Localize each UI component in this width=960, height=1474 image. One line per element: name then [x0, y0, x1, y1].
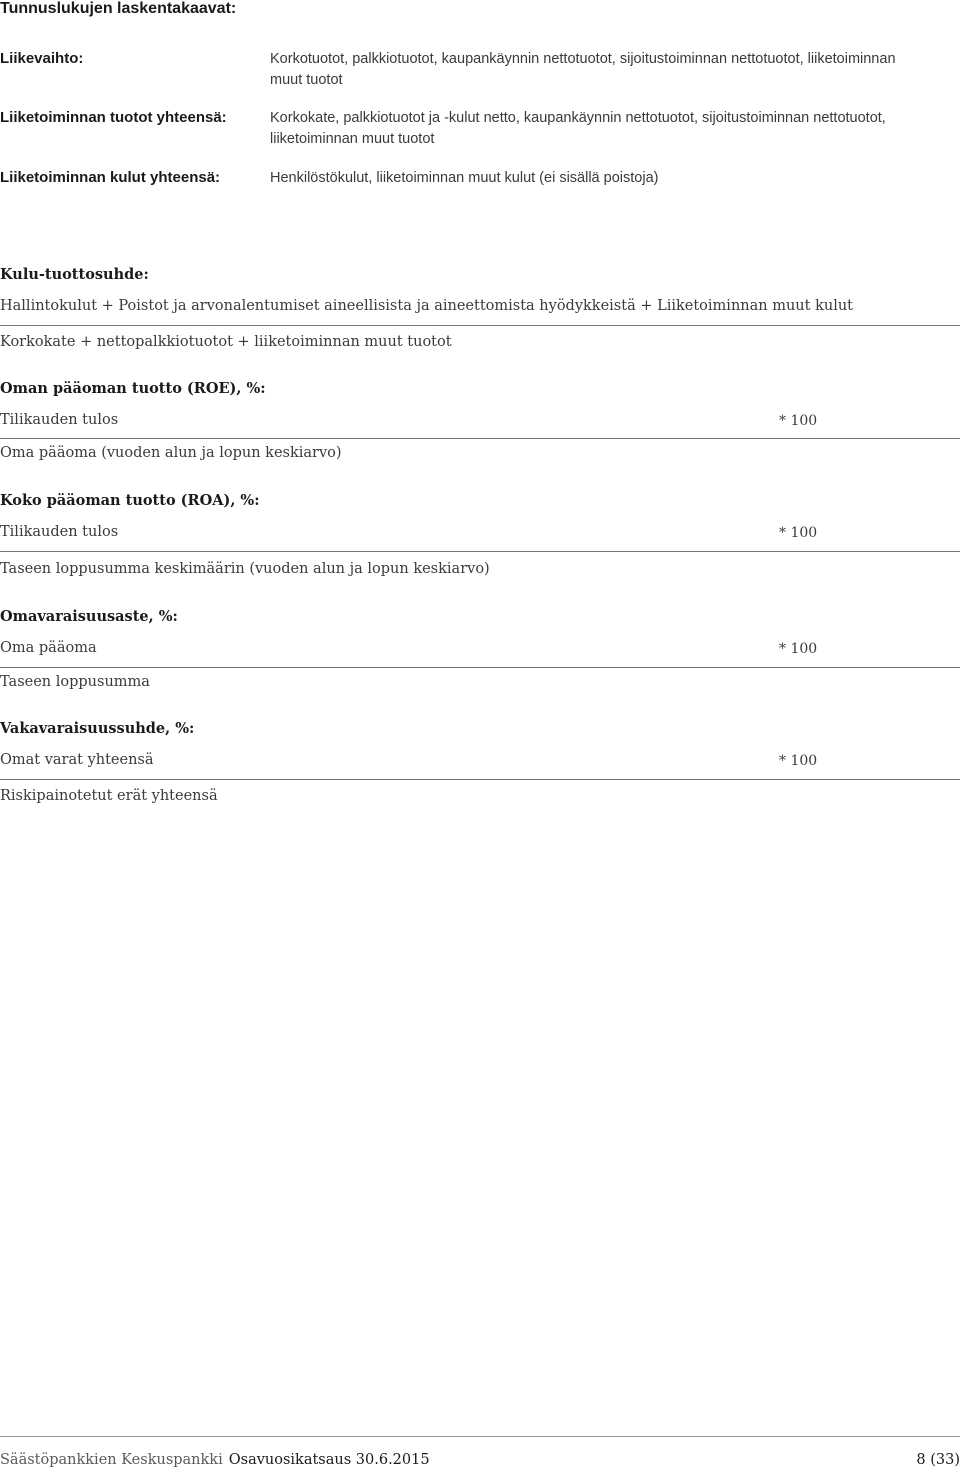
ratio-denominator-roe: Oma pääoma (vuoden alun ja lopun keskiarvo) [0, 445, 342, 461]
fraction-line [0, 667, 960, 668]
ratio-numerator-roa: Tilikauden tulos [0, 524, 119, 540]
ratio-multiplier-vakavaraisuussuhde: * 100 [779, 753, 818, 769]
ratio-denominator-vakavaraisuussuhde: Riskipainotetut erät yhteensä [0, 788, 218, 804]
footer-rule [0, 1436, 960, 1437]
ratio-numerator-kulu-tuottosuhde: Hallintokulut + Poistot ja arvonalentumiset aineellisista ja aineettomista hyödykkeistä + Liiketoiminnan muut kulut [0, 298, 854, 314]
footer-page-number: 8 (33) [916, 1452, 960, 1468]
definition-label-kulut: Liiketoiminnan kulut yhteensä: [0, 169, 221, 186]
fraction-line [0, 779, 960, 780]
ratio-heading-vakavaraisuussuhde: Vakavaraisuussuhde, %: [0, 720, 195, 737]
ratio-denominator-roa: Taseen loppusumma keskimäärin (vuoden alun ja lopun keskiarvo) [0, 561, 490, 577]
ratio-heading-kulu-tuottosuhde: Kulu-tuottosuhde: [0, 266, 149, 283]
definition-label-liikevaihto: Liikevaihto: [0, 50, 84, 67]
definition-text-liikevaihto: Korkotuotot, palkkiotuotot, kaupankäynnin nettotuotot, sijoitustoiminnan nettotuotot, liiketoiminnan muut tuotot [270, 51, 896, 88]
fraction-line [0, 438, 960, 439]
definition-text-kulut: Henkilöstökulut, liiketoiminnan muut kulut (ei sisällä poistoja) [270, 170, 659, 186]
fraction-line [0, 325, 960, 326]
ratio-heading-roa: Koko pääoman tuotto (ROA), %: [0, 492, 260, 509]
ratio-denominator-omavaraisuusaste: Taseen loppusumma [0, 674, 150, 690]
ratio-denominator-kulu-tuottosuhde: Korkokate + nettopalkkiotuotot + liiketoiminnan muut tuotot [0, 334, 452, 350]
ratio-numerator-omavaraisuusaste: Oma pääoma [0, 640, 97, 656]
definition-label-tuotot: Liiketoiminnan tuotot yhteensä: [0, 109, 227, 126]
page-title: Tunnuslukujen laskentakaavat: [0, 0, 237, 17]
ratio-multiplier-omavaraisuusaste: * 100 [779, 641, 818, 657]
ratio-numerator-roe: Tilikauden tulos [0, 412, 119, 428]
footer-organization: Säästöpankkien Keskuspankki [0, 1452, 223, 1468]
definition-text-tuotot: Korkokate, palkkiotuotot ja -kulut netto, kaupankäynnin nettotuotot, sijoitustoiminnan nettotuotot, liiketoiminnan muut tuotot [270, 110, 886, 147]
ratio-heading-roe: Oman pääoman tuotto (ROE), %: [0, 380, 266, 397]
fraction-line [0, 551, 960, 552]
ratio-multiplier-roa: * 100 [779, 525, 818, 541]
footer [0, 1452, 960, 1468]
ratio-multiplier-roe: * 100 [779, 413, 818, 429]
ratio-numerator-vakavaraisuussuhde: Omat varat yhteensä [0, 752, 154, 768]
ratio-heading-omavaraisuusaste: Omavaraisuusaste, %: [0, 608, 178, 625]
footer-document: Osavuosikatsaus 30.6.2015 [228, 1452, 430, 1468]
